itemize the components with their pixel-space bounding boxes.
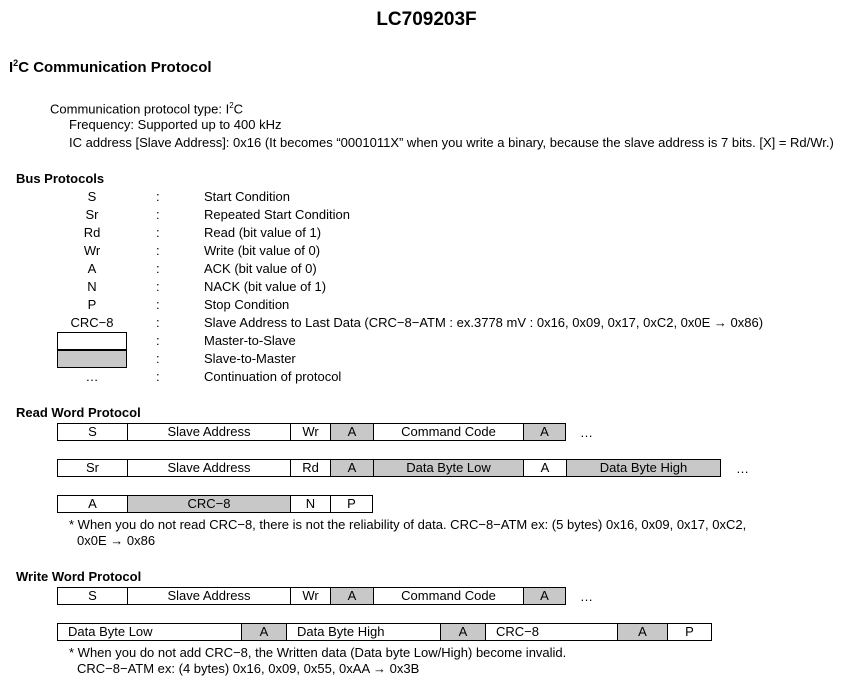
protocol-colon: : xyxy=(156,315,160,330)
frame-cell: Slave Address xyxy=(127,424,290,440)
protocol-symbol: N xyxy=(87,279,97,294)
protocol-symbol: Rd xyxy=(83,225,101,240)
master-to-slave-swatch xyxy=(57,332,127,350)
read-note-line-2: 0x0E → 0x86 xyxy=(77,533,156,548)
protocol-colon: : xyxy=(156,279,160,294)
protocol-symbol: Sr xyxy=(85,207,99,222)
frame-cell: A xyxy=(57,496,127,512)
protocol-colon: : xyxy=(156,369,160,384)
read-word-row-2 xyxy=(57,459,721,477)
read-word-heading: Read Word Protocol xyxy=(16,405,141,420)
frame-cell: A xyxy=(330,424,373,440)
frame-cell: S xyxy=(57,588,127,604)
frame-cell: A xyxy=(617,624,667,640)
protocol-symbol: A xyxy=(87,261,97,276)
frame-cell: Rd xyxy=(290,460,330,476)
bus-protocols-heading: Bus Protocols xyxy=(16,171,105,186)
continuation-ellipsis: … xyxy=(580,425,593,440)
protocol-desc: Slave Address to Last Data (CRC−8−ATM : ex.3778 mV : 0x16, 0x09, 0x17, 0xC2, 0x0E → 0x86) xyxy=(204,315,764,330)
protocol-desc: Write (bit value of 0) xyxy=(204,243,321,258)
frame-cell: A xyxy=(523,424,566,440)
section-title: $I^2C$ Communication Protocol xyxy=(9,58,212,76)
frame-cell: Data Byte High xyxy=(566,460,721,476)
write-note-line-1: * When you do not add CRC−8, the Written data (Data byte Low/High) become invalid. xyxy=(69,645,567,660)
continuation-ellipsis: … xyxy=(580,589,593,604)
protocol-symbol: CRC−8 xyxy=(70,315,114,330)
protocol-symbol: P xyxy=(87,297,97,312)
protocol-desc: ACK (bit value of 0) xyxy=(204,261,317,276)
protocol-desc: NACK (bit value of 1) xyxy=(204,279,327,294)
continuation-ellipsis: … xyxy=(736,461,749,476)
read-note-line-1: * When you do not read CRC−8, there is not the reliability of data. CRC−8−ATM ex: (5 bytes) 0x16, 0x09, 0x17, 0xC2, xyxy=(69,517,747,532)
frame-cell: S xyxy=(57,424,127,440)
protocol-type: Communication protocol type: $I^2C$ xyxy=(50,101,244,117)
frame-cell: Data Byte Low xyxy=(373,460,523,476)
protocol-symbol: Wr xyxy=(83,243,101,258)
protocol-colon: : xyxy=(156,207,160,222)
frame-cell: Slave Address xyxy=(127,460,290,476)
read-word-row-3 xyxy=(57,495,373,513)
ic-address-text: IC address [Slave Address]: 0x16 (It becomes “0001011X” when you write a binary, because the slave address is 7 bits. [X] = Rd/Wr.) xyxy=(69,135,834,150)
protocol-colon: : xyxy=(156,351,160,366)
protocol-colon: : xyxy=(156,225,160,240)
frame-cell: CRC−8 xyxy=(127,496,290,512)
write-word-heading: Write Word Protocol xyxy=(16,569,142,584)
protocol-colon: : xyxy=(156,189,160,204)
write-word-row-2 xyxy=(57,623,712,641)
frame-cell: Wr xyxy=(290,424,330,440)
protocol-colon: : xyxy=(156,297,160,312)
frame-cell: Wr xyxy=(290,588,330,604)
protocol-desc: Read (bit value of 1) xyxy=(204,225,322,240)
frequency-text: Frequency: Supported up to 400 kHz xyxy=(69,117,282,132)
protocol-desc: Continuation of protocol xyxy=(204,369,342,384)
frame-cell: Command Code xyxy=(373,588,523,604)
frame-cell: A xyxy=(330,588,373,604)
protocol-colon: : xyxy=(156,333,160,348)
write-word-row-1 xyxy=(57,587,566,605)
frame-cell: Sr xyxy=(57,460,127,476)
frame-cell: A xyxy=(523,460,566,476)
write-note-line-2: CRC−8−ATM ex: (4 bytes) 0x16, 0x09, 0x55, 0xAA → 0x3B xyxy=(77,661,420,676)
protocol-desc: Stop Condition xyxy=(204,297,290,312)
frame-cell: P xyxy=(667,624,712,640)
protocol-colon: : xyxy=(156,261,160,276)
frame-cell: P xyxy=(330,496,373,512)
frame-cell: A xyxy=(523,588,566,604)
protocol-desc: Master-to-Slave xyxy=(204,333,296,348)
protocol-desc: Start Condition xyxy=(204,189,290,204)
frame-cell: Command Code xyxy=(373,424,523,440)
protocol-desc: Slave-to-Master xyxy=(204,351,296,366)
slave-to-master-swatch xyxy=(57,350,127,368)
frame-cell: N xyxy=(290,496,330,512)
frame-cell: Data Byte Low xyxy=(57,624,241,640)
read-word-row-1 xyxy=(57,423,566,441)
frame-cell: A xyxy=(330,460,373,476)
frame-cell: Slave Address xyxy=(127,588,290,604)
protocol-symbol: … xyxy=(85,369,99,384)
document-title: LC709203F xyxy=(376,9,477,30)
frame-cell: A xyxy=(440,624,485,640)
frame-cell: A xyxy=(241,624,286,640)
protocol-desc: Repeated Start Condition xyxy=(204,207,350,222)
frame-cell: Data Byte High xyxy=(286,624,440,640)
protocol-symbol: S xyxy=(87,189,97,204)
protocol-colon: : xyxy=(156,243,160,258)
frame-cell: CRC−8 xyxy=(485,624,617,640)
